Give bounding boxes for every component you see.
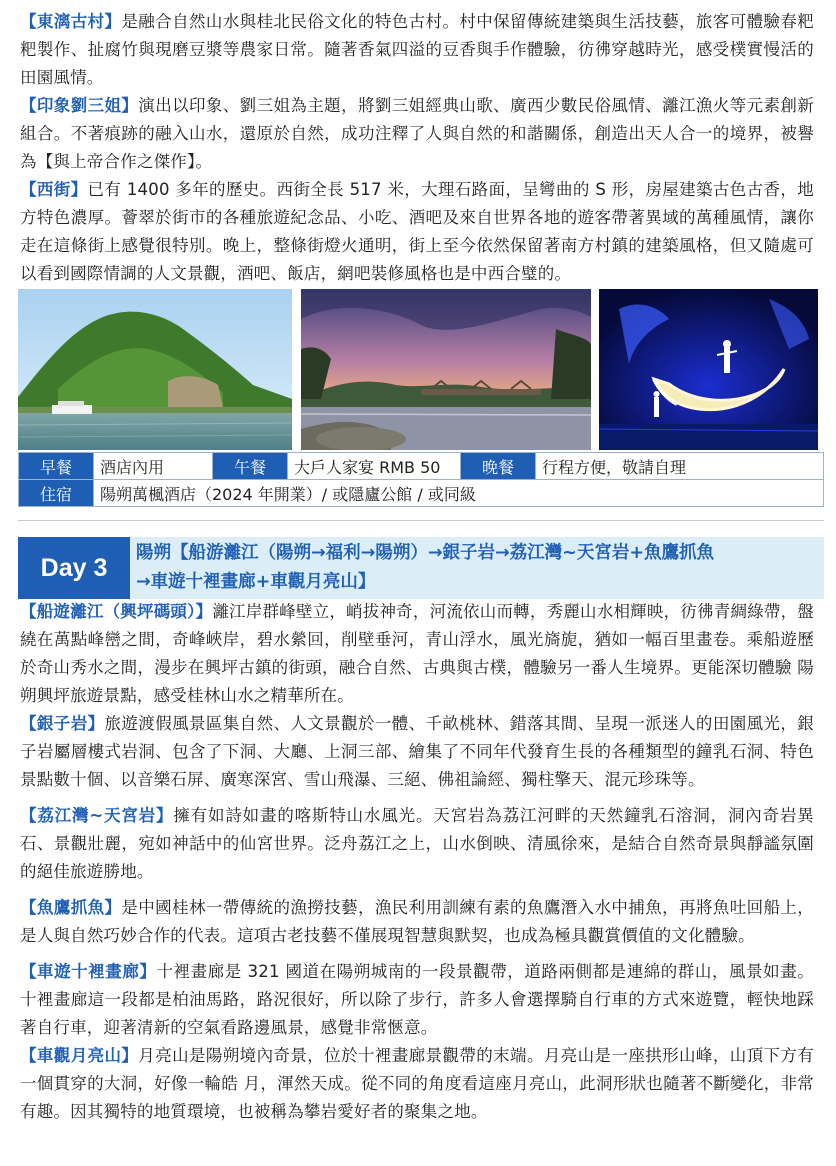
- photo-moon-performance: [599, 289, 818, 450]
- attraction-keyword: 【魚鷹抓魚】: [20, 898, 122, 917]
- attraction-paragraph-lijiang-bay: [0, 802, 836, 886]
- breakfast-value: 酒店內用: [94, 453, 213, 480]
- intro-keyword: 【印象劉三姐】: [20, 96, 139, 115]
- attraction-text: 灕江岸群峰壁立，峭拔神奇，河流依山而轉，秀麗山水相輝映，彷彿青綢綠帶，盤繞在萬點峰巒之間，奇峰峽岸，碧水縈回，削壁垂河，青山浮水，風光旖旎，猶如一幅百里畫卷。乘船遊歷於奇山秀水之間，漫步在興坪古鎮的街頭，融合自然、古典與古樸，體驗另一番人生境界。更能深切體驗 陽朔興坪旅遊景點，感受桂林山水之精華所在。: [20, 602, 815, 705]
- hotel-row: [19, 480, 824, 507]
- breakfast-label: 早餐: [19, 453, 94, 480]
- day-title-line2: →車遊十裡畫廊+車觀月亮山】: [136, 572, 376, 592]
- section-divider: [18, 520, 824, 521]
- karst-hill-illustration: [18, 289, 292, 450]
- dinner-label: 晚餐: [461, 453, 536, 480]
- day-header: [18, 537, 824, 599]
- intro-section: [0, 8, 836, 288]
- attraction-paragraph-lijiang-cruise: [0, 598, 836, 710]
- day-title-line1: 陽朔【船游灕江（陽朔→福利→陽朔）→銀子岩→荔江灣~天宮岩+魚鷹抓魚: [136, 543, 714, 563]
- intro-text: 演出以印象、劉三姐為主題，將劉三姐經典山歌、廣西少數民俗風情、灕江漁火等元素創新組合。不著痕跡的融入山水，還原於自然，成功注釋了人與自然的和諧關係，創造出天人合一的境界，被譽為【與上帝合作之傑作】。: [20, 96, 815, 171]
- attraction-paragraph-yinziyan: [0, 710, 836, 794]
- photo-strip: [18, 289, 818, 450]
- attraction-keyword: 【車觀月亮山】: [20, 1046, 139, 1065]
- intro-paragraph-xijie: [0, 176, 836, 288]
- attraction-paragraph-ten-mile-gallery: [0, 958, 836, 1042]
- attraction-paragraph-cormorant-fishing: [0, 894, 836, 950]
- photo-sunset-bridge: [301, 289, 591, 450]
- lunch-label: 午餐: [213, 453, 288, 480]
- attraction-keyword: 【銀子岩】: [20, 714, 105, 733]
- intro-keyword: 【西街】: [20, 180, 88, 199]
- intro-paragraph-dongli: [0, 8, 836, 92]
- paragraph-gap: [0, 886, 836, 894]
- meals-row: [19, 453, 824, 480]
- intro-keyword: 【東漓古村】: [20, 12, 122, 31]
- attraction-text: 擁有如詩如畫的喀斯特山水風光。天宮岩為荔江河畔的天然鐘乳石溶洞，洞內奇岩異石、景觀壯麗，宛如神話中的仙宮世界。泛舟荔江之上，山水倒映、清風徐來，是結合自然奇景與靜謐氛圍的絕佳旅遊勝地。: [20, 806, 814, 881]
- attraction-text: 十裡畫廊是 321 國道在陽朔城南的一段景觀帶，道路兩側都是連綿的群山，風景如畫。十裡畫廊這一段都是柏油馬路，路況很好，所以除了步行，許多人會選擇騎自行車的方式來遊覽，輕快地踩著自行車，迎著清新的空氣看路邊風景，感覺非常愜意。: [20, 962, 814, 1037]
- intro-paragraph-liusanjie: [0, 92, 836, 176]
- attraction-text: 旅遊渡假風景區集自然、人文景觀於一體、千畝桃林、錯落其間、呈現一派迷人的田園風光，銀子岩屬層樓式岩洞、包含了下洞、大廳、上洞三部、繪集了不同年代發育生長的各種類型的鐘乳石洞、特色景點數十個、以音樂石屏、廣寒深宮、雪山飛瀑、三絕、佛祖論經、獨柱擎天、混元珍珠等。: [20, 714, 815, 789]
- attraction-text: 是中國桂林一帶傳統的漁撈技藝，漁民利用訓練有素的魚鷹潛入水中捕魚，再將魚吐回船上，是人與自然巧妙合作的代表。這項古老技藝不僅展現智慧與默契，也成為極具觀賞價值的文化體驗。: [20, 898, 814, 945]
- sunset-bridge-illustration: [301, 289, 591, 450]
- dinner-value: 行程方便，敬請自理: [536, 453, 824, 480]
- photo-karst-hill: [18, 289, 292, 450]
- lunch-value: 大戶人家宴 RMB 50: [288, 453, 461, 480]
- moon-performance-illustration: [599, 289, 818, 450]
- day-badge: Day 3: [18, 537, 130, 599]
- attraction-paragraph-moon-hill: [0, 1042, 836, 1126]
- hotel-value: 陽朔萬楓酒店（2024 年開業）/ 或隱廬公館 / 或同級: [94, 480, 824, 507]
- attraction-keyword: 【船遊灕江（興坪碼頭）】: [20, 602, 213, 621]
- attraction-keyword: 【車遊十裡畫廊】: [20, 962, 157, 981]
- attraction-keyword: 【荔江灣~天宮岩】: [20, 806, 174, 825]
- intro-text: 已有 1400 多年的歷史。西街全長 517 米，大理石路面，呈彎曲的 S 形，房屋建築古色古香，地方特色濃厚。薈翠於街市的各種旅遊紀念品、小吃、酒吧及來自世界各地的遊客帶著異域的萬種風情，讓你走在這條街上感覺很特別。晚上，整條街燈火通明，街上至今依然保留著南方村鎮的建築風格，但又隨處可以看到國際情調的人文景觀，酒吧、飯店，網吧裝修風格也是中西合璧的。: [20, 180, 814, 283]
- hotel-label: 住宿: [19, 480, 94, 507]
- day-title: [136, 539, 820, 597]
- paragraph-gap: [0, 950, 836, 958]
- paragraph-gap: [0, 794, 836, 802]
- attractions-section: [0, 598, 836, 1126]
- intro-text: 是融合自然山水與桂北民俗文化的特色古村。村中保留傳統建築與生活技藝，旅客可體驗春粑粑製作、扯腐竹與現磨豆漿等農家日常。隨著香氣四溢的豆香與手作體驗，彷彿穿越時光，感受樸實慢活的田園風情。: [20, 12, 814, 87]
- meals-table: [18, 452, 824, 507]
- attraction-text: 月亮山是陽朔境內奇景，位於十裡畫廊景觀帶的末端。月亮山是一座拱形山峰，山頂下方有一個貫穿的大洞，好像一輪皓 月，渾然天成。從不同的角度看這座月亮山，此洞形狀也隨著不斷變化，非常有趣。因其獨特的地質環境，也被稱為攀岩愛好者的聚集之地。: [20, 1046, 815, 1121]
